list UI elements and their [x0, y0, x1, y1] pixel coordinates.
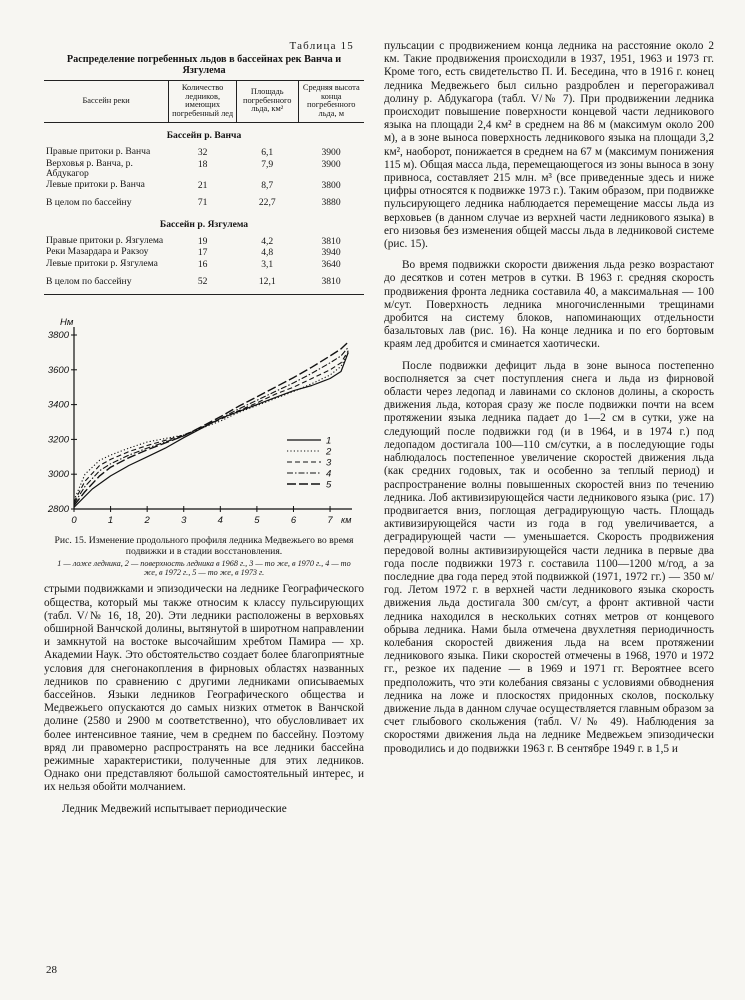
row-count: 71	[197, 197, 208, 209]
table-total-row	[44, 191, 364, 212]
row-area: 7,9	[261, 158, 274, 170]
legend-label-3: 3	[326, 457, 332, 469]
table-row	[44, 159, 364, 180]
row-name: Реки Мазардара и Ракзоу	[46, 246, 149, 258]
row-height: 3810	[298, 270, 364, 294]
row-name: Левые притоки р. Язгулема	[46, 257, 158, 269]
header-basin: Бассейн реки	[44, 81, 169, 123]
legend-label-4: 4	[326, 468, 332, 480]
left-paragraph-1: стрыми подвижками и эпизодически на леднике Географического общества, который мы также относим к классу пульсирующих (табл. V/№ 16, 18, 20). Эти ледники расположены в верховьях обширной Ванчской долины, вытянутой в широтном направлении и замкнутой на востоке высочайшим хребтом Памира — хр. Академии Наук. Это обстоятельство создает более благоприятные условия для снегонакопления в фирновых областях названных ледников по сравнению с другими ледниками описываемых бассейнов. Языки ледников Географического общества и Медвежьего опускаются до самых низких отметок в Ванчской долине (2580 и 2900 м соответственно), что обусловливает их более интенсивное таяние, чем в среднем по бассейну. Поэтому вряд ли правомерно распространять на все ледники бассейна режимные характеристики, полученные для этих ледников. Однако они представляют большой самостоятельный интерес, и их нельзя обойти молчанием.	[44, 583, 364, 794]
page-number: 28	[46, 964, 57, 976]
row-height: 3900	[321, 146, 341, 158]
left-paragraph-2: Ледник Медвежий испытывает периодические	[62, 802, 287, 815]
row-area: 22,7	[258, 197, 276, 209]
y-axis-label: Нм	[60, 316, 74, 328]
group-heading: Бассейн р. Язгулема	[159, 218, 249, 230]
right-paragraph-2: Во время подвижки скорости движения льда резко возрастают до десятков и сотен метров в сутки. В 1963 г. средняя скорость продвижения фронта ледника составила 40, а максимальная — 100 м/сут. Поверхность ледника многочисленными трещинами дробится на систему блоков, напоминающих отдельности базальтовых лав (рис. 16). На конце ледника и по его бортовым краям лед дробится и сминается хаотически.	[384, 259, 714, 351]
figure-caption: Рис. 15. Изменение продольного профиля ледника Медвежьего во время подвижки и в стадии восстановления.	[54, 534, 354, 557]
table-row	[44, 180, 364, 192]
row-area: 4,8	[261, 247, 274, 259]
legend-label-1: 1	[326, 435, 332, 447]
row-height: 3810	[321, 235, 341, 247]
x-axis-label: км	[341, 514, 352, 525]
buried-ice-table	[44, 80, 364, 295]
row-height: 3900	[321, 158, 341, 170]
row-name: Левые притоки р. Ванча	[46, 178, 145, 190]
row-count: 32	[197, 146, 208, 158]
row-count: 16	[197, 258, 208, 270]
right-paragraph-1: пульсации с продвижением конца ледника на расстояние около 2 км. Такие продвижения происходили в 1937, 1951, 1963 и 1973 гг. Кроме того, есть свидетельство П. И. Беседина, что в 1916 г. конец ледника Медвежьего был сильно раздроблен и перегораживал долину р. Абдукагора (табл. V/№ 7). При продвижении ледника происходит повышение поверхности концевой части ледникового языка на площади 2,4 км² в среднем на 86 м (максимум около 200 м), а в зоне выноса поверхность ледникового языка на площади 3,2 км², наоборот, понижается в среднем на 67 м (максимум понижения 115 м). Общая масса льда, перемещающегося из зоны выноса в зону привноса, составляет 215 млн. м³ (все приведенные здесь и ниже цифры относятся к подвижке 1973 г.). Таким образом, при подвижке пульсирующего ледника наблюдается перемещение массы льда из верховьев (в данном случае из верхней части ледникового языка) в его низовья без изменения общей массы льда в ледниковой системе (рис. 15).	[384, 40, 714, 251]
row-count: 52	[169, 270, 237, 294]
series-line-3	[74, 351, 348, 502]
table-row	[44, 247, 364, 259]
group-heading: Бассейн р. Ванча	[166, 130, 242, 142]
y-tick-label: 3400	[47, 399, 69, 411]
y-tick-label: 3600	[47, 364, 69, 376]
y-tick-label: 2800	[47, 503, 69, 515]
left-column	[44, 40, 364, 816]
legend-label-2: 2	[326, 446, 332, 458]
x-tick-label: 6	[290, 514, 297, 526]
header-area: Площадь погребенного льда, км²	[236, 81, 298, 123]
figure-legend: 1 — ложе ледника, 2 — поверхность ледника в 1968 г., 3 — то же, в 1970 г., 4 — то же, в 1972 г., 5 — то же, в 1973 г.	[57, 558, 351, 578]
y-tick-label: 3000	[47, 469, 69, 481]
x-tick-label: 3	[181, 514, 187, 526]
row-count: 19	[197, 235, 208, 247]
y-tick-label: 3200	[47, 434, 69, 446]
row-count: 18	[197, 158, 208, 170]
y-tick-label: 3800	[47, 329, 69, 341]
table-header-row	[44, 81, 364, 123]
series-line-4	[74, 347, 348, 504]
table-number: Таблица 15	[289, 40, 354, 52]
series-line-2	[74, 352, 348, 500]
x-tick-label: 1	[107, 514, 114, 526]
row-name: Правые притоки р. Язгулема	[46, 234, 164, 246]
row-area: 8,7	[261, 179, 274, 191]
row-count: 21	[197, 179, 208, 191]
row-height: 3880	[321, 197, 341, 209]
row-name: Правые притоки р. Ванча	[46, 145, 151, 157]
row-name: В целом по бассейну	[46, 197, 132, 209]
table-total-row	[44, 270, 364, 294]
table-title: Распределение погребенных льдов в бассейнах рек Ванча и Язгулема	[66, 54, 342, 76]
row-area: 3,1	[261, 258, 274, 270]
table-row	[44, 259, 364, 271]
row-area: 12,1	[236, 270, 298, 294]
row-count: 17	[197, 247, 208, 259]
header-count: Количество ледников, имеющих погребенный лед	[169, 81, 237, 123]
row-height: 3640	[321, 258, 341, 270]
x-tick-label: 5	[254, 514, 260, 526]
x-tick-label: 7	[327, 514, 333, 526]
row-name: Верховья р. Ванча, р. Абдукагор	[46, 157, 133, 180]
header-height: Средняя высота конца погребенного льда, м	[298, 81, 364, 123]
profile-chart	[34, 313, 364, 531]
table-row	[44, 147, 364, 159]
row-height: 3940	[321, 247, 341, 259]
x-tick-label: 4	[217, 514, 223, 526]
row-area: 4,2	[261, 235, 274, 247]
row-height: 3800	[321, 179, 341, 191]
x-tick-label: 2	[144, 514, 150, 526]
right-paragraph-3: После подвижки дефицит льда в зоне выноса постепенно восполняется за счет поступления снега и льда из фирновой области через ледопад и лавинами со склонов долины, а скорость движения льда, которая сразу же после подвижки почти на всем протяжении языка ледника падает до 1—2 см в сутки, уже на следующий после подвижки год (и в 1964, и в 1974 г.) под ледопадом достигала 100—110 см/сутки, а в последующие годы наблюдалось постепенное увеличение скоростей движения льда (как средних годовых, так и особенно за теплый период) и распространение волны повышенных скоростей вниз по течению ледника. Лоб активизирующейся части ледникового языка (рис. 17) продвигается вниз, поглощая деградирующую часть. Площадь активизирующейся части из года в год увеличивается, а деградирующей части — уменьшается. Скорость продвижения передовой волны активизирующейся части ледника в первые два года после подвижки 1973 г. составила 1100—1200 м/год, а за последние два года перед этой подвижкой (1971, 1972 гг.) — 350 м/год. Летом 1972 г. в верхней части ледникового языка скорость движения льда достигала 300 см/сут, а фронт активной части ледника находился в нескольких сотнях метров от концевого обрыва ледника. Нами была отмечена двухлетняя периодичность колебания скоростей движения льда на всем протяжении ледникового языка. Пики скоростей отмечены в 1968, 1970 и 1972 гг., резкое их падение — в 1969 и 1971 гг. Вероятнее всего предположить, что эти колебания связаны с условиями обводнения ледника на ложе и плоскостях придонных сколов, поскольку движение льда в данном случае осуществляется главным образом за счет глыбового скольжения (табл. V/№ 49). Наблюдения за скоростями движения льда на леднике Медвежьем эпизодически проводились и до подвижки 1963 г. В сентябре 1949 г. в 1,5 и	[384, 359, 714, 755]
x-tick-label: 0	[71, 514, 77, 526]
row-name: В целом по бассейну	[44, 270, 169, 294]
row-area: 6,1	[261, 146, 274, 158]
right-column	[384, 40, 714, 756]
legend-label-5: 5	[326, 479, 332, 491]
